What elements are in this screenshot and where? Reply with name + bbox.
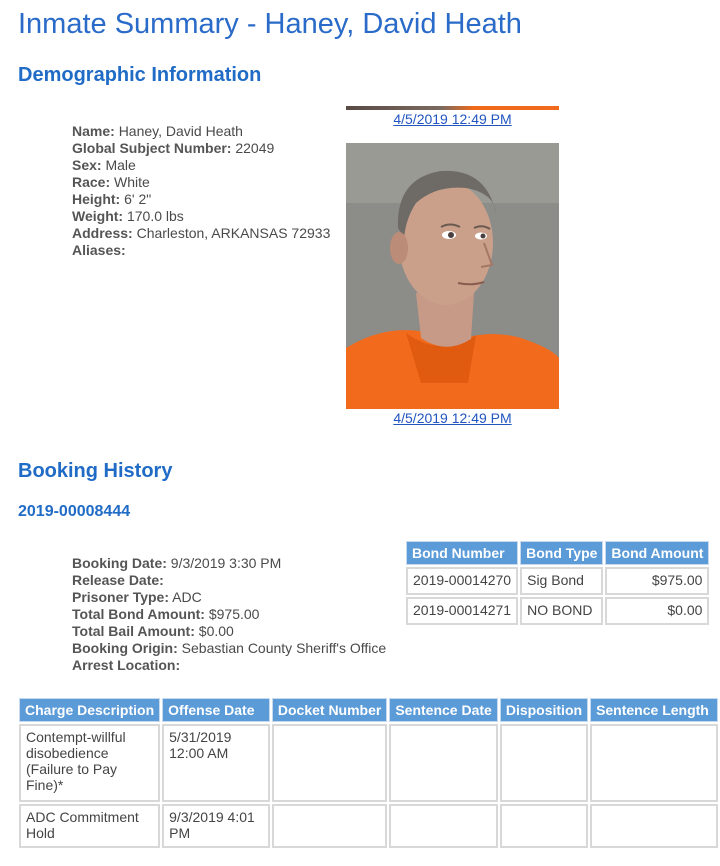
- bond-number-cell: 2019-00014270: [406, 567, 518, 595]
- aliases-label: Aliases:: [72, 242, 126, 258]
- arrest-location-label: Arrest Location:: [72, 657, 181, 673]
- bond-amount-cell: $0.00: [605, 597, 709, 625]
- total-bail-row: [72, 623, 386, 640]
- photo-link-1[interactable]: 4/5/2019 12:49 PM: [393, 111, 512, 127]
- sentence-date-header[interactable]: Sentence Date: [389, 698, 497, 722]
- address-value: Charleston, ARKANSAS 72933: [136, 225, 331, 241]
- booking-history-heading: Booking History: [18, 460, 173, 482]
- bond-number-header[interactable]: Bond Number: [406, 541, 518, 565]
- total-bail-label: Total Bail Amount:: [72, 623, 195, 639]
- demographics-fields: [72, 123, 330, 259]
- bond-header-row: [406, 541, 709, 565]
- bond-type-cell: NO BOND: [520, 597, 603, 625]
- prisoner-type-row: [72, 589, 386, 606]
- prisoner-type-value: ADC: [172, 589, 202, 605]
- table-row: [406, 567, 709, 595]
- name-value: Haney, David Heath: [118, 123, 243, 139]
- table-row: [406, 597, 709, 625]
- gsn-label: Global Subject Number:: [72, 140, 232, 156]
- booking-photo-thumbnail[interactable]: [346, 106, 559, 110]
- offense-date-cell: 5/31/2019 12:00 AM: [162, 724, 270, 802]
- total-bond-row: [72, 606, 386, 623]
- table-row: [19, 804, 718, 848]
- bond-type-cell: Sig Bond: [520, 567, 603, 595]
- race-label: Race:: [72, 174, 111, 190]
- total-bond-value: $975.00: [208, 606, 260, 622]
- table-row: [19, 724, 718, 802]
- aliases-row: [72, 242, 330, 259]
- charge-description-cell: ADC Commitment Hold: [19, 804, 160, 848]
- booking-origin-label: Booking Origin:: [72, 640, 178, 656]
- disposition-cell: [500, 724, 588, 802]
- sex-label: Sex:: [72, 157, 102, 173]
- sentence-length-cell: [590, 724, 718, 802]
- height-row: [72, 191, 330, 208]
- prisoner-type-label: Prisoner Type:: [72, 589, 169, 605]
- booking-origin-value: Sebastian County Sheriff's Office: [181, 640, 387, 656]
- bond-amount-cell: $975.00: [605, 567, 709, 595]
- demographics-heading: Demographic Information: [18, 64, 262, 86]
- booking-date-value: 9/3/2019 3:30 PM: [170, 555, 282, 571]
- race-row: [72, 174, 330, 191]
- booking-photo[interactable]: [346, 143, 559, 409]
- docket-number-header[interactable]: Docket Number: [272, 698, 387, 722]
- name-label: Name:: [72, 123, 115, 139]
- mugshot-image: [346, 143, 559, 409]
- release-date-label: Release Date:: [72, 572, 164, 588]
- charges-header-row: [19, 698, 718, 722]
- booking-fields: [72, 555, 386, 674]
- race-value: White: [114, 174, 150, 190]
- bond-type-header[interactable]: Bond Type: [520, 541, 603, 565]
- address-row: [72, 225, 330, 242]
- photo-link-2[interactable]: 4/5/2019 12:49 PM: [393, 410, 512, 426]
- total-bond-label: Total Bond Amount:: [72, 606, 205, 622]
- height-label: Height:: [72, 191, 121, 207]
- height-value: 6' 2": [124, 191, 152, 207]
- bond-number-cell: 2019-00014271: [406, 597, 518, 625]
- offense-date-cell: 9/3/2019 4:01 PM: [162, 804, 270, 848]
- gsn-value: 22049: [235, 140, 275, 156]
- bond-table: [404, 539, 711, 627]
- charge-description-header[interactable]: Charge Description: [19, 698, 160, 722]
- sex-row: [72, 157, 330, 174]
- bond-amount-header[interactable]: Bond Amount: [605, 541, 709, 565]
- weight-label: Weight:: [72, 208, 124, 224]
- booking-date-label: Booking Date:: [72, 555, 167, 571]
- charges-table: [17, 696, 720, 850]
- gsn-row: [72, 140, 330, 157]
- booking-date-row: [72, 555, 386, 572]
- charge-description-cell: Contempt-willful disobedience (Failure to Pay Fine)*: [19, 724, 160, 802]
- weight-row: [72, 208, 330, 225]
- name-row: [72, 123, 330, 140]
- page-title: Inmate Summary - Haney, David Heath: [18, 8, 522, 40]
- offense-date-header[interactable]: Offense Date: [162, 698, 270, 722]
- release-date-row: [72, 572, 386, 589]
- sentence-date-cell: [389, 804, 497, 848]
- docket-number-cell: [272, 724, 387, 802]
- booking-number: 2019-00008444: [18, 503, 131, 520]
- sex-value: Male: [105, 157, 136, 173]
- docket-number-cell: [272, 804, 387, 848]
- disposition-cell: [500, 804, 588, 848]
- booking-origin-row: [72, 640, 386, 657]
- sentence-length-cell: [590, 804, 718, 848]
- weight-value: 170.0 lbs: [126, 208, 184, 224]
- sentence-length-header[interactable]: Sentence Length: [590, 698, 718, 722]
- address-label: Address:: [72, 225, 133, 241]
- disposition-header[interactable]: Disposition: [500, 698, 588, 722]
- sentence-date-cell: [389, 724, 497, 802]
- arrest-location-row: [72, 657, 386, 674]
- total-bail-value: $0.00: [198, 623, 234, 639]
